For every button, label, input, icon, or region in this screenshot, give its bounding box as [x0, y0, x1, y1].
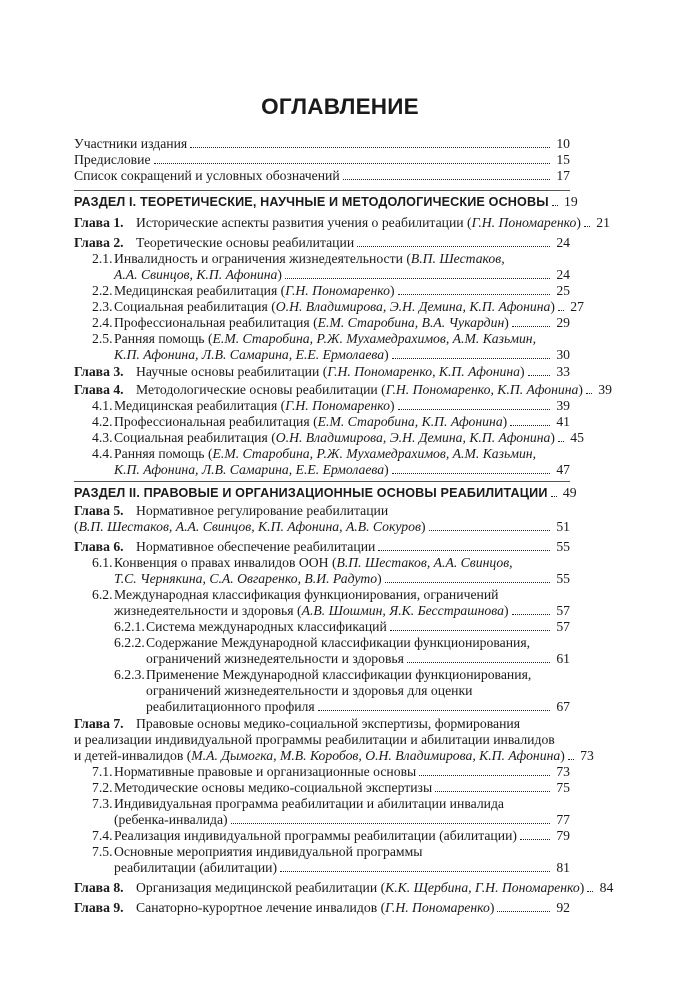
- entry-title: Реализация индивидуальной программы реабилитации (абилитации): [114, 828, 517, 843]
- entry-authors: К.К. Щербина, Г.Н. Пономаренко: [385, 880, 580, 895]
- dot-leader: [392, 473, 550, 474]
- toc-chapter-3[interactable]: [0, 364, 680, 380]
- entry-title: Социальная реабилитация (О.Н. Владимирова, Э.Н. Демина, К.П. Афонина): [114, 299, 555, 314]
- toc-subsection-7-5[interactable]: [0, 860, 680, 876]
- entry-authors: Е.М. Старобина, Р.Ж. Мухамедрахимов, А.М. Казьмин,: [212, 331, 537, 346]
- page-number: 45: [570, 430, 584, 445]
- chapter-label: Глава 4.: [74, 382, 124, 397]
- page-number: 73: [556, 764, 570, 779]
- entry-authors: А.А. Свинцов, К.П. Афонина: [114, 267, 278, 282]
- page-number: 77: [556, 812, 570, 827]
- page-number: 57: [556, 619, 570, 634]
- dot-leader: [429, 530, 551, 531]
- entry-title: Методологические основы реабилитации (Г.Н. Пономаренко, К.П. Афонина): [136, 382, 583, 397]
- subsection-number: 7.2.: [92, 780, 113, 795]
- page-number: 51: [556, 519, 570, 534]
- entry-title: А.А. Свинцов, К.П. Афонина): [114, 267, 282, 282]
- entry-authors: М.А. Дымогка, М.В. Коробов, О.Н. Владимирова, К.П. Афонина: [191, 748, 561, 763]
- subsection-number: 4.2.: [92, 414, 113, 429]
- entry-title: Инвалидность и ограничения жизнедеятельности (В.П. Шестаков,: [114, 251, 505, 266]
- page-number: 67: [556, 699, 570, 714]
- toc-subsection-2-1[interactable]: [0, 267, 680, 283]
- subsection-number: 2.3.: [92, 299, 113, 314]
- toc-subsection-7-5-line1[interactable]: [92, 844, 423, 860]
- entry-title: Участники издания: [74, 136, 188, 151]
- entry-title: Конвенция о правах инвалидов ООН (В.П. Шестаков, А.А. Свинцов,: [114, 555, 513, 570]
- chapter-label: Глава 5.: [74, 503, 124, 518]
- toc-section-2[interactable]: [0, 485, 680, 501]
- subsection-number: 7.4.: [92, 828, 113, 843]
- entry-authors: В.П. Шестаков, А.А. Свинцов, К.П. Афонина, А.В. Сокуров: [78, 519, 421, 534]
- toc-chapter-5-line1[interactable]: [74, 503, 389, 519]
- entry-title: и детей-инвалидов (М.А. Дымогка, М.В. Коробов, О.Н. Владимирова, К.П. Афонина): [74, 748, 565, 763]
- page-number: 47: [556, 462, 570, 477]
- dot-leader: [392, 358, 550, 359]
- page-number: 81: [556, 860, 570, 875]
- entry-title: Профессиональная реабилитация (Е.М. Старобина, В.А. Чукардин): [114, 315, 509, 330]
- toc-subsection-6-1-line1[interactable]: [92, 555, 513, 571]
- subsection-number: 2.1.: [92, 251, 113, 266]
- entry-title: ограничений жизнедеятельности и здоровья для оценки: [146, 683, 473, 698]
- entry-title: ограничений жизнедеятельности и здоровья: [146, 651, 404, 666]
- subsection-number: 4.3.: [92, 430, 113, 445]
- entry-title: Нормативное обеспечение реабилитации: [136, 539, 376, 554]
- toc-chapter-8[interactable]: [0, 880, 680, 896]
- toc-subsection-6-2-2[interactable]: [0, 651, 680, 667]
- page-number: 49: [562, 485, 577, 500]
- subsection-number: 6.2.2.: [114, 635, 145, 650]
- entry-authors: В.П. Шестаков, А.А. Свинцов,: [336, 555, 513, 570]
- subsection-number: 6.1.: [92, 555, 113, 570]
- toc-subsection-4-2[interactable]: [0, 414, 680, 430]
- dot-leader: [568, 759, 574, 760]
- page-number: 55: [556, 571, 570, 586]
- dot-leader: [190, 147, 550, 148]
- entry-title: Применение Международной классификации функционирования,: [146, 667, 532, 682]
- entry-title: Правовые основы медико-социальной экспертизы, формирования: [136, 716, 521, 731]
- entry-authors: Г.Н. Пономаренко: [285, 398, 390, 413]
- entry-title: Предисловие: [74, 152, 151, 167]
- toc-entry-abbreviations[interactable]: [0, 168, 680, 184]
- toc-chapter-1[interactable]: [0, 215, 680, 231]
- dot-leader: [154, 163, 550, 164]
- entry-title: Система международных классификаций: [146, 619, 387, 634]
- dot-leader: [280, 871, 550, 872]
- page-number: 61: [556, 651, 570, 666]
- toc-subsection-2-5-line1[interactable]: [92, 331, 537, 347]
- page-number: 84: [599, 880, 614, 895]
- dot-leader: [318, 710, 550, 711]
- subsection-number: 6.2.1.: [114, 619, 145, 634]
- page-number: 24: [556, 235, 570, 250]
- entry-authors: О.Н. Владимирова, Э.Н. Демина, К.П. Афонина: [275, 299, 551, 314]
- section-title: РАЗДЕЛ I. ТЕОРЕТИЧЕСКИЕ, НАУЧНЫЕ И МЕТОДОЛОГИЧЕСКИЕ ОСНОВЫ: [74, 195, 549, 209]
- dot-leader: [385, 582, 550, 583]
- subsection-number: 2.5.: [92, 331, 113, 346]
- entry-authors: Г.Н. Пономаренко, К.П. Афонина: [385, 382, 579, 397]
- toc-subsection-2-1-line1[interactable]: [92, 251, 505, 267]
- dot-leader: [398, 409, 550, 410]
- page-number: 21: [596, 215, 610, 230]
- page-number: 79: [556, 828, 570, 843]
- entry-authors: Г.Н. Пономаренко: [385, 900, 490, 915]
- dot-leader: [558, 310, 564, 311]
- toc-subsection-6-2[interactable]: [0, 603, 680, 619]
- dot-leader: [407, 662, 550, 663]
- dot-leader: [586, 393, 592, 394]
- dot-leader: [378, 550, 550, 551]
- subsection-number: 7.3.: [92, 796, 113, 811]
- entry-title: Нормативное регулирование реабилитации: [136, 503, 389, 518]
- page-number: 73: [580, 748, 594, 763]
- toc-subsection-7-1[interactable]: [0, 764, 680, 780]
- entry-title: Международная классификация функционирования, ограничений: [114, 587, 499, 602]
- chapter-label: Глава 6.: [74, 539, 124, 554]
- dot-leader: [510, 425, 550, 426]
- entry-authors: Г.Н. Пономаренко, К.П. Афонина: [327, 364, 520, 379]
- entry-title: Исторические аспекты развития учения о реабилитации (Г.Н. Пономаренко): [136, 215, 581, 230]
- toc-chapter-7-line2[interactable]: [74, 732, 555, 748]
- entry-title: Ранняя помощь (Е.М. Старобина, Р.Ж. Мухамедрахимов, А.М. Казьмин,: [114, 331, 537, 346]
- page-number: 25: [556, 283, 570, 298]
- entry-title: Санаторно-курортное лечение инвалидов (Г.Н. Пономаренко): [136, 900, 495, 915]
- page-number: 55: [556, 539, 570, 554]
- chapter-label: Глава 9.: [74, 900, 124, 915]
- entry-authors: Е.М. Старобина, Р.Ж. Мухамедрахимов, А.М. Казьмин,: [212, 446, 537, 461]
- toc-subsection-6-2-1[interactable]: [0, 619, 680, 635]
- dot-leader: [435, 791, 550, 792]
- entry-authors: В.П. Шестаков,: [410, 251, 505, 266]
- divider: [74, 481, 570, 482]
- toc-section-1[interactable]: [0, 194, 680, 210]
- entry-title: Социальная реабилитация (О.Н. Владимирова, Э.Н. Демина, К.П. Афонина): [114, 430, 555, 445]
- entry-authors: А.В. Шошмин, Я.К. Бесстрашнова: [301, 603, 504, 618]
- entry-title: Содержание Международной классификации функционирования,: [146, 635, 531, 650]
- entry-title: Основные мероприятия индивидуальной программы: [114, 844, 423, 859]
- subsection-number: 4.1.: [92, 398, 113, 413]
- entry-title: Теоретические основы реабилитации: [136, 235, 355, 250]
- toc-subsection-4-1[interactable]: [0, 398, 680, 414]
- chapter-label: Глава 1.: [74, 215, 124, 230]
- toc-subsection-6-2-3-line2[interactable]: [146, 683, 472, 699]
- toc-subsection-4-3[interactable]: [0, 430, 680, 446]
- subsection-number: 4.4.: [92, 446, 113, 461]
- toc-subsection-7-3-line1[interactable]: [92, 796, 505, 812]
- chapter-label: Глава 8.: [74, 880, 124, 895]
- entry-title: Т.С. Чернякина, С.А. Овгаренко, В.И. Радуто): [114, 571, 382, 586]
- toc-entry-preface[interactable]: [0, 152, 680, 168]
- entry-title: Нормативные правовые и организационные основы: [114, 764, 417, 779]
- page-number: 10: [556, 136, 570, 151]
- dot-leader: [419, 775, 550, 776]
- subsection-number: 2.2.: [92, 283, 113, 298]
- dot-leader: [558, 441, 564, 442]
- toc-subsection-2-4[interactable]: [0, 315, 680, 331]
- toc-subsection-7-2[interactable]: [0, 780, 680, 796]
- dot-leader: [552, 205, 558, 206]
- page-number: 19: [564, 194, 578, 209]
- page-number: 15: [556, 152, 570, 167]
- entry-title: Медицинская реабилитация (Г.Н. Пономаренко): [114, 398, 395, 413]
- entry-title: реабилитационного профиля: [146, 699, 315, 714]
- subsection-number: 6.2.: [92, 587, 113, 602]
- dot-leader: [584, 226, 590, 227]
- toc-chapter-7-line1[interactable]: [74, 716, 521, 732]
- toc-subsection-2-5[interactable]: [0, 347, 680, 363]
- entry-title: жизнедеятельности и здоровья (А.В. Шошмин, Я.К. Бесстрашнова): [114, 603, 509, 618]
- toc-subsection-6-2-3-line1[interactable]: [114, 667, 532, 683]
- entry-title: и реализации индивидуальной программы реабилитации и абилитации инвалидов: [74, 732, 555, 747]
- entry-authors: Е.М. Старобина, В.А. Чукардин: [317, 315, 505, 330]
- page-number: 27: [570, 299, 584, 314]
- entry-title: Медицинская реабилитация (Г.Н. Пономаренко): [114, 283, 395, 298]
- entry-title: Методические основы медико-социальной экспертизы: [114, 780, 433, 795]
- entry-title: Научные основы реабилитации (Г.Н. Пономаренко, К.П. Афонина): [136, 364, 525, 379]
- toc-chapter-2[interactable]: [0, 235, 680, 251]
- chapter-label: Глава 2.: [74, 235, 124, 250]
- entry-title: Профессиональная реабилитация (Е.М. Старобина, К.П. Афонина): [114, 414, 508, 429]
- entry-title: (ребенка-инвалида): [114, 812, 228, 827]
- toc-subsection-6-1[interactable]: [0, 571, 680, 587]
- divider: [74, 190, 570, 191]
- entry-title: (В.П. Шестаков, А.А. Свинцов, К.П. Афонина, А.В. Сокуров): [74, 519, 426, 534]
- page-number: 24: [556, 267, 570, 282]
- entry-authors: К.П. Афонина, Л.В. Самарина, Е.Е. Ермолаева: [114, 462, 385, 477]
- toc-subsection-2-3[interactable]: [0, 299, 680, 315]
- page-number: 39: [598, 382, 612, 397]
- toc-chapter-4[interactable]: [0, 382, 680, 398]
- chapter-label: Глава 3.: [74, 364, 124, 379]
- subsection-number: 2.4.: [92, 315, 113, 330]
- toc-subsection-6-2-line1[interactable]: [92, 587, 499, 603]
- entry-title: К.П. Афонина, Л.В. Самарина, Е.Е. Ермолаева): [114, 347, 389, 362]
- page-number: 33: [556, 364, 570, 379]
- dot-leader: [512, 614, 551, 615]
- toc-subsection-4-4-line1[interactable]: [92, 446, 537, 462]
- toc-chapter-6[interactable]: [0, 539, 680, 555]
- entry-authors: Е.М. Старобина, К.П. Афонина: [317, 414, 503, 429]
- dot-leader: [343, 179, 550, 180]
- entry-authors: К.П. Афонина, Л.В. Самарина, Е.Е. Ермолаева: [114, 347, 385, 362]
- page-number: 17: [556, 168, 570, 183]
- dot-leader: [512, 326, 550, 327]
- dot-leader: [231, 823, 550, 824]
- toc-subsection-4-4[interactable]: [0, 462, 680, 478]
- toc-chapter-9[interactable]: [0, 900, 680, 916]
- toc-subsection-6-2-3[interactable]: [0, 699, 680, 715]
- entry-authors: Г.Н. Пономаренко: [471, 215, 577, 230]
- dot-leader: [497, 911, 550, 912]
- dot-leader: [520, 839, 550, 840]
- page-number: 92: [556, 900, 570, 915]
- page-number: 30: [556, 347, 570, 362]
- entry-authors: Т.С. Чернякина, С.А. Овгаренко, В.И. Радуто: [114, 571, 378, 586]
- page-title: ОГЛАВЛЕНИЕ: [261, 94, 419, 119]
- toc-subsection-2-2[interactable]: [0, 283, 680, 299]
- entry-authors: О.Н. Владимирова, Э.Н. Демина, К.П. Афонина: [275, 430, 551, 445]
- entry-title: Организация медицинской реабилитации (К.К. Щербина, Г.Н. Пономаренко): [136, 880, 585, 895]
- dot-leader: [587, 891, 593, 892]
- dot-leader: [398, 294, 550, 295]
- entry-title: Ранняя помощь (Е.М. Старобина, Р.Ж. Мухамедрахимов, А.М. Казьмин,: [114, 446, 537, 461]
- subsection-number: 7.5.: [92, 844, 113, 859]
- page-number: 57: [556, 603, 570, 618]
- page-number: 39: [556, 398, 570, 413]
- chapter-label: Глава 7.: [74, 716, 124, 731]
- dot-leader: [528, 375, 550, 376]
- toc-subsection-7-4[interactable]: [0, 828, 680, 844]
- entry-title: Список сокращений и условных обозначений: [74, 168, 340, 183]
- section-title: РАЗДЕЛ II. ПРАВОВЫЕ И ОРГАНИЗАЦИОННЫЕ ОСНОВЫ РЕАБИЛИТАЦИИ: [74, 486, 548, 500]
- toc-subsection-6-2-2-line1[interactable]: [114, 635, 531, 651]
- dot-leader: [390, 630, 550, 631]
- entry-title: реабилитации (абилитации): [114, 860, 278, 875]
- toc-chapter-5[interactable]: [0, 519, 680, 535]
- subsection-number: 6.2.3.: [114, 667, 145, 682]
- page-number: 41: [556, 414, 570, 429]
- dot-leader: [357, 246, 550, 247]
- entry-authors: Г.Н. Пономаренко: [285, 283, 390, 298]
- page-number: 75: [556, 780, 570, 795]
- entry-title: Индивидуальная программа реабилитации и абилитации инвалида: [114, 796, 505, 811]
- dot-leader: [285, 278, 550, 279]
- toc-subsection-7-3[interactable]: [0, 812, 680, 828]
- entry-title: К.П. Афонина, Л.В. Самарина, Е.Е. Ермолаева): [114, 462, 389, 477]
- toc-chapter-7[interactable]: [0, 748, 680, 764]
- page-number: 29: [556, 315, 570, 330]
- dot-leader: [551, 496, 557, 497]
- toc-entry-contributors[interactable]: [0, 136, 680, 152]
- subsection-number: 7.1.: [92, 764, 113, 779]
